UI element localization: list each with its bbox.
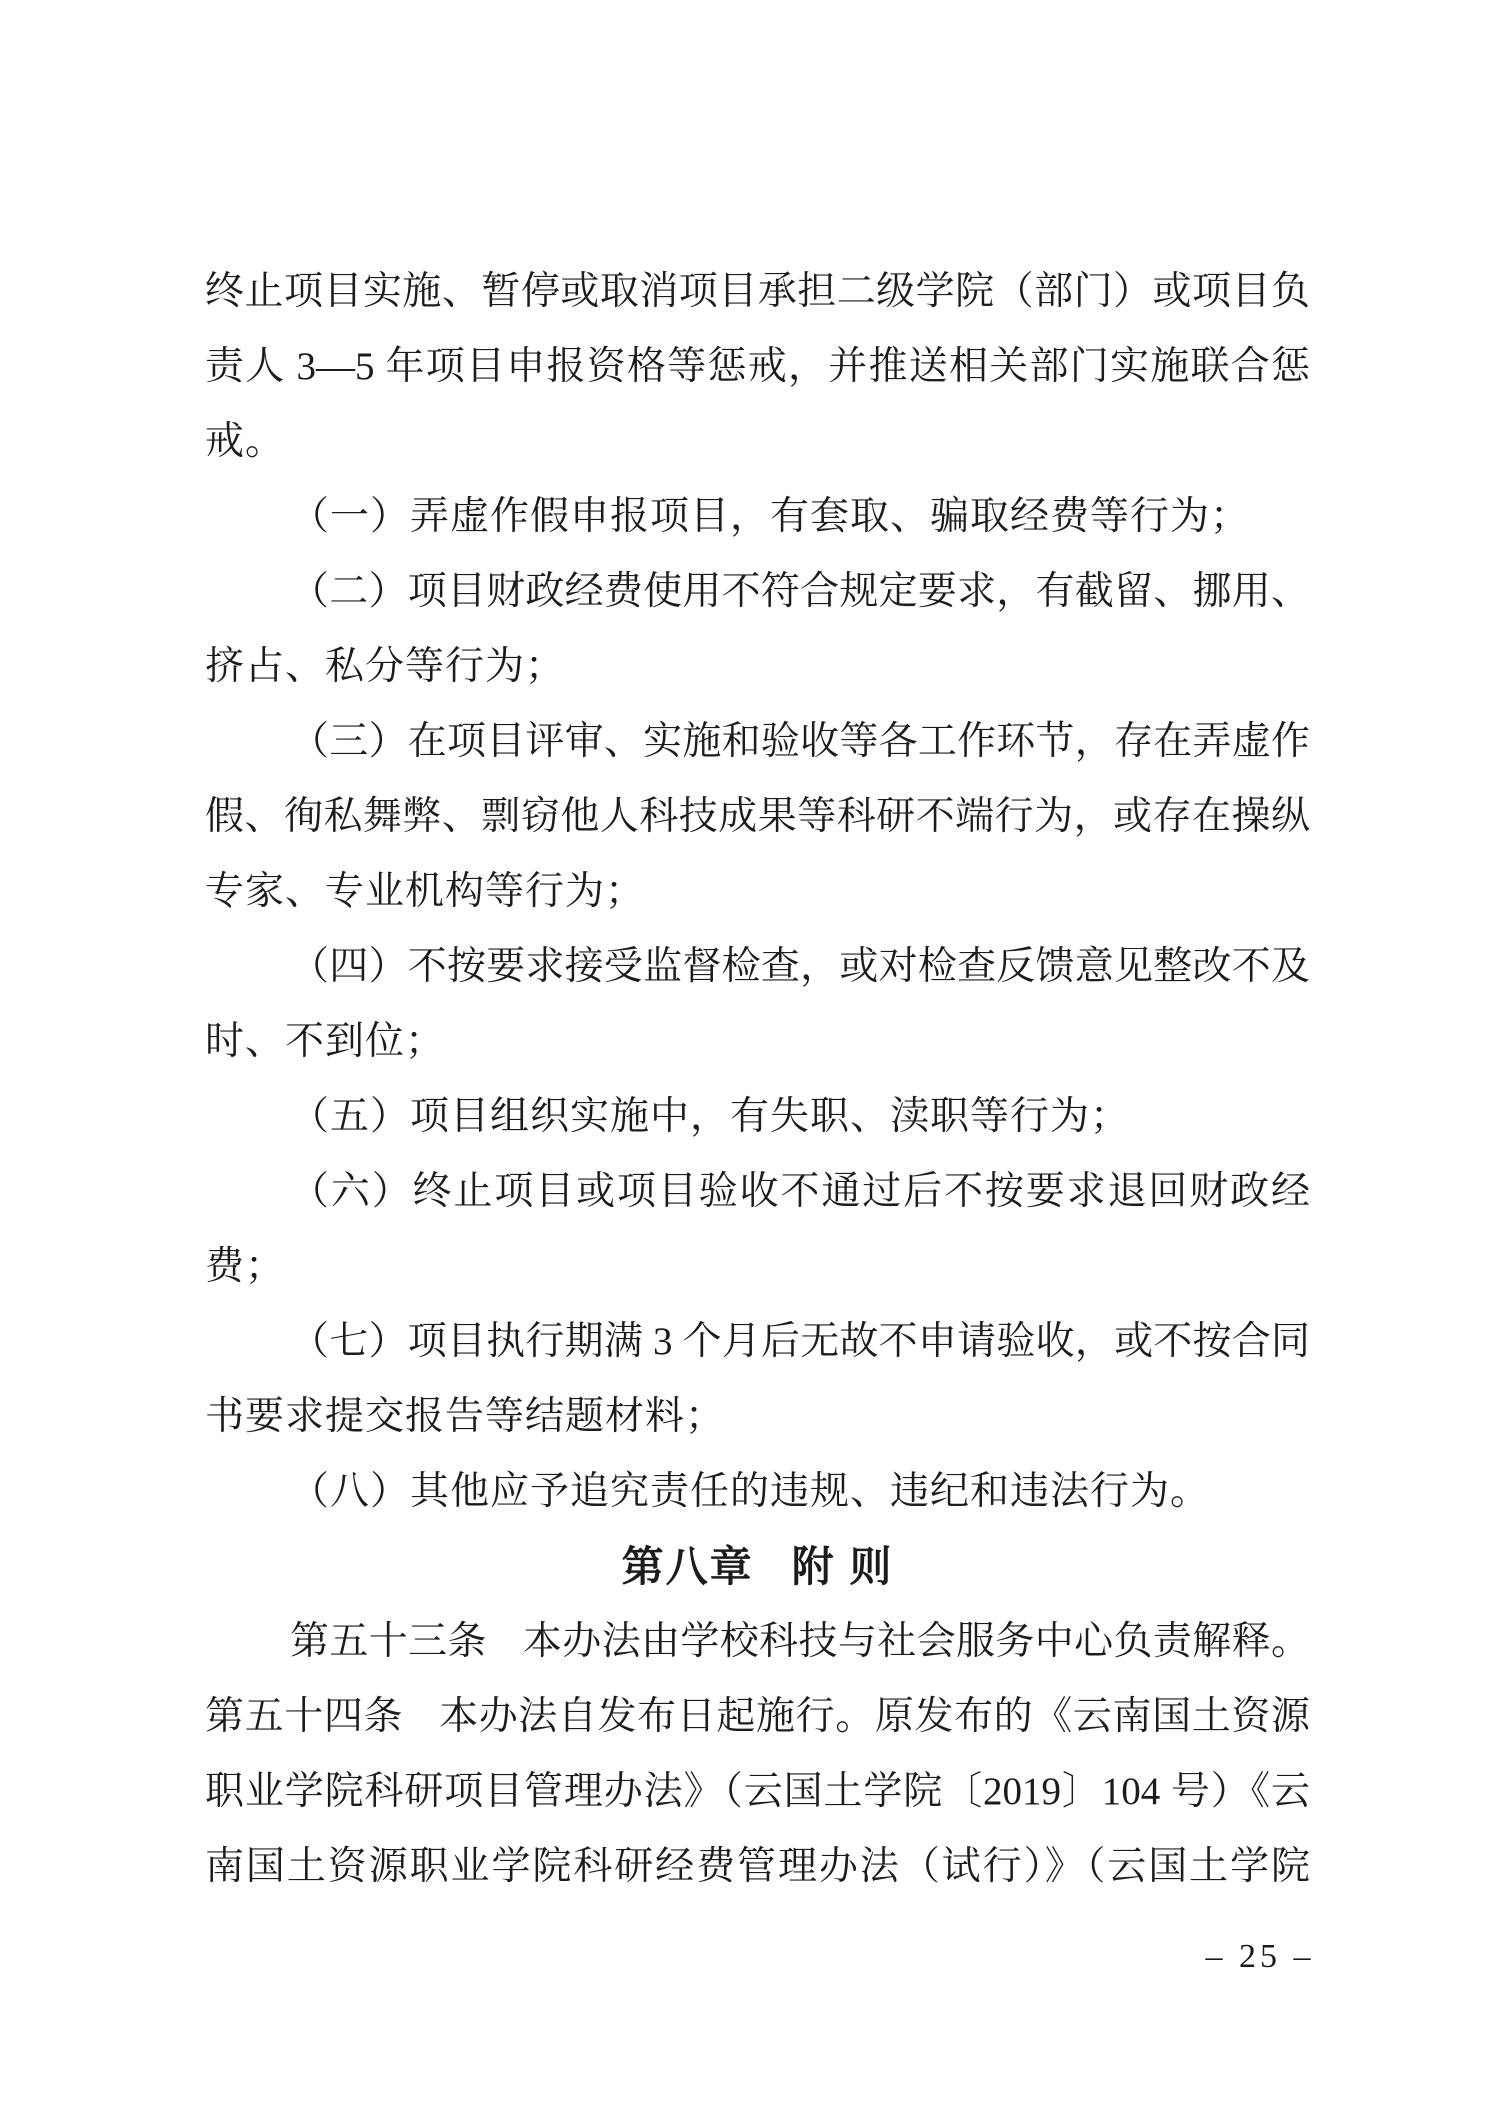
- document-body: [205, 254, 1310, 1904]
- article-53-text: 本办法由学校科技与社会服务中心负责解释。: [522, 1620, 1310, 1663]
- paragraph-penalties-line-3: 戒。: [205, 420, 286, 463]
- item-4-line-1: （四）不按要求接受监督检查，或对检查反馈意见整改不及: [290, 945, 1310, 988]
- item-8-line: （八）其他应予追究责任的违规、违纪和违法行为。: [290, 1470, 1211, 1513]
- article-54-line-3: 南国土资源职业学院科研经费管理办法（试行）》（云国土学院: [205, 1845, 1310, 1888]
- article-54-text: 本办法自发布日起施行。原发布的《云南国土资源: [439, 1695, 1310, 1738]
- item-1-line: （一）弄虚作假申报项目，有套取、骗取经费等行为；: [290, 495, 1251, 538]
- item-7-line-1: （七）项目执行期满 3 个月后无故不申请验收，或不按合同: [290, 1320, 1310, 1363]
- article-53-line: [205, 1604, 1310, 1679]
- item-6-line-2: 费；: [205, 1245, 286, 1288]
- item-3-line-2: 假、徇私舞弊、剽窃他人科技成果等科研不端行为，或存在操纵: [205, 795, 1310, 838]
- item-6-line-1: （六）终止项目或项目验收不通过后不按要求退回财政经: [290, 1170, 1310, 1213]
- chapter-number: 第八章: [621, 1543, 754, 1590]
- chapter-title: 附 则: [791, 1543, 894, 1590]
- item-2-line-1: （二）项目财政经费使用不符合规定要求，有截留、挪用、: [290, 570, 1310, 613]
- paragraph-penalties-line-2: 责人 3—5 年项目申报资格等惩戒，并推送相关部门实施联合惩: [205, 345, 1310, 388]
- item-5-line: （五）项目组织实施中，有失职、渎职等行为；: [290, 1095, 1131, 1138]
- article-54-line-1: [205, 1679, 1310, 1754]
- paragraph-penalties-line-1: 终止项目实施、暂停或取消项目承担二级学院（部门）或项目负: [205, 270, 1310, 313]
- article-54-label: 第五十四条: [205, 1695, 404, 1738]
- page-number: – 25 –: [1205, 1938, 1315, 1975]
- item-4-line-2: 时、不到位；: [205, 1020, 446, 1063]
- article-53-label: 第五十三条: [290, 1620, 487, 1663]
- item-7-line-2: 书要求提交报告等结题材料；: [205, 1395, 726, 1438]
- item-3-line-1: （三）在项目评审、实施和验收等各工作环节，存在弄虚作: [290, 720, 1310, 763]
- item-2-line-2: 挤占、私分等行为；: [205, 645, 566, 688]
- item-3-line-3: 专家、专业机构等行为；: [205, 870, 646, 913]
- article-54-line-2: 职业学院科研项目管理办法》（云国土学院〔2019〕104 号）《云: [205, 1770, 1310, 1813]
- chapter-heading: [205, 1529, 1310, 1604]
